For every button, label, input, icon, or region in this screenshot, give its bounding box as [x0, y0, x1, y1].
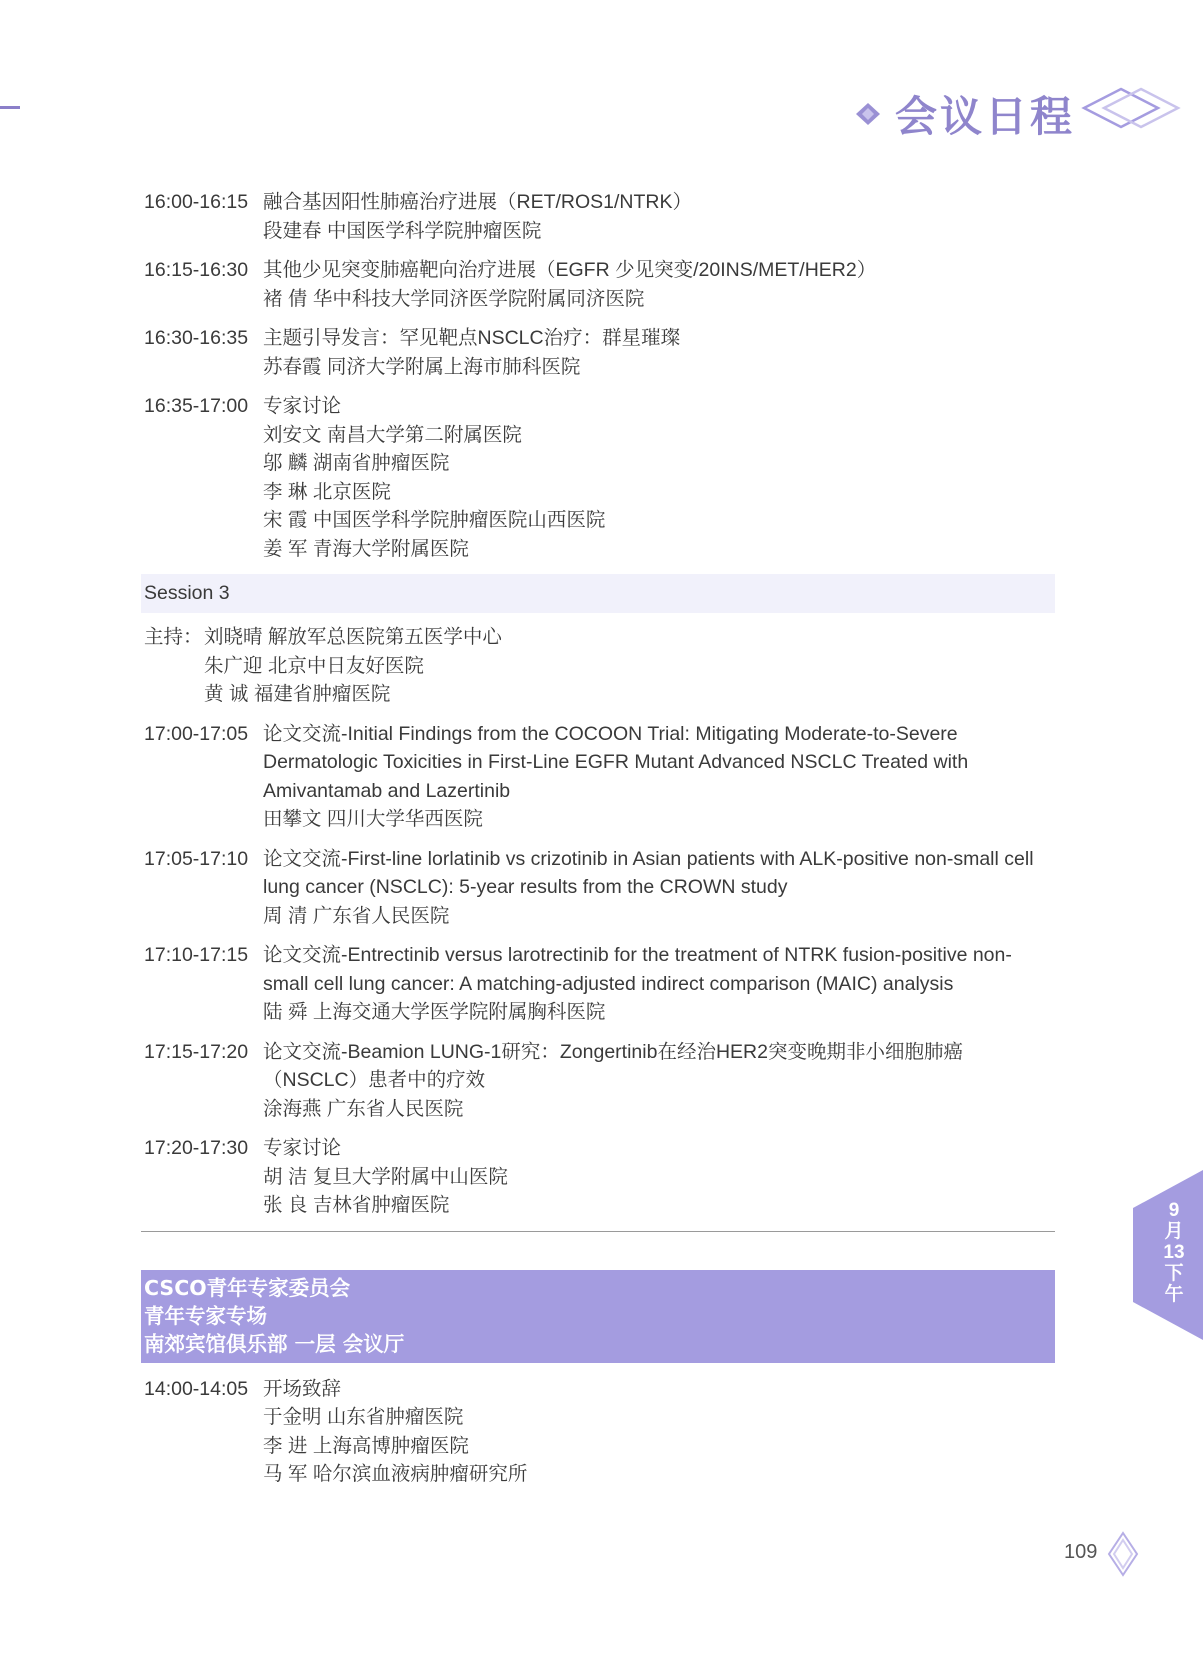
speaker: 邬 麟 湖南省肿瘤医院: [263, 452, 450, 474]
talk-title: 论文交流-First-line lorlatinib vs crizotinib in Asian patients with ALK-positive non-small cell lung cancer (NSCLC): 5-year results from the CROWN study: [263, 847, 1034, 898]
schedule-session3: [144, 720, 1054, 1220]
speaker: 涂海燕 广东省人民医院: [263, 1097, 464, 1120]
speaker: 周 清 广东省人民医院: [263, 904, 450, 927]
talk-title: 其他少见突变肺癌靶向治疗进展（EGFR 少见突变/20INS/MET/HER2）: [263, 259, 877, 281]
speaker: 马 军 哈尔滨血液病肿瘤研究所: [263, 1463, 528, 1485]
page-title: 会议日程: [894, 92, 1075, 141]
time-slot: 17:00-17:05: [144, 722, 249, 745]
speaker: 姜 军 青海大学附属医院: [263, 537, 469, 560]
time-slot: 17:05-17:10: [144, 847, 249, 870]
time-slot: 17:15-17:20: [144, 1040, 249, 1063]
page-number: 109: [1064, 1541, 1098, 1563]
schedule-content: [144, 188, 1054, 1500]
schedule-item: [144, 324, 1054, 381]
speaker: 苏春霞 同济大学附属上海市肺科医院: [263, 355, 581, 378]
chair-name: 黄 诚 福建省肿瘤医院: [204, 683, 391, 705]
chair-name: 刘晓晴 解放军总医院第五医学中心: [204, 626, 502, 648]
talk-title: 论文交流-Beamion LUNG-1研究：Zongertinib在经治HER2突变晚期非小细胞肺癌（NSCLC）患者中的疗效: [263, 1040, 963, 1091]
time-slot: 17:10-17:15: [144, 944, 249, 966]
speaker: 宋 霞 中国医学科学院肿瘤医院山西医院: [263, 509, 606, 531]
time-slot: 16:15-16:30: [144, 259, 249, 281]
side-tab-char: 下: [1164, 1263, 1184, 1284]
schedule-item: [144, 720, 1054, 834]
schedule-item: [144, 392, 1054, 563]
chairs-block: [144, 623, 1054, 709]
schedule-item: [144, 1134, 1054, 1220]
schedule-item: [144, 941, 1054, 1027]
session-header: Session 3: [141, 574, 1055, 613]
double-diamond-icon: [1081, 86, 1181, 130]
talk-title: 论文交流-Entrectinib versus larotrectinib for the treatment of NTRK fusion-positive non-small cell lung cancer: A matching-adjusted indirect comparison (MAIC) analysis: [263, 944, 1012, 995]
date-side-tab-text: [1159, 1200, 1189, 1305]
banner-line: CSCO青年专家委员会: [144, 1275, 351, 1300]
side-tab-char: 9: [1168, 1200, 1180, 1221]
talk-title: 专家讨论: [263, 1137, 342, 1159]
schedule-item: [144, 188, 1054, 245]
schedule-young: [144, 1375, 1054, 1489]
talk-title: 主题引导发言：罕见靶点NSCLC治疗：群星璀璨: [263, 327, 681, 349]
diamond-icon: [853, 99, 883, 129]
time-slot: 14:00-14:05: [144, 1377, 249, 1400]
left-edge-mark: [0, 106, 20, 109]
section-divider: [141, 1231, 1055, 1232]
time-slot: 16:00-16:15: [144, 191, 249, 213]
banner-line: 南郊宾馆俱乐部 一层 会议厅: [144, 1331, 405, 1356]
speaker: 段建春 中国医学科学院肿瘤医院: [263, 219, 542, 242]
chair-name: 朱广迎 北京中日友好医院: [204, 654, 424, 677]
side-tab-char: 月: [1164, 1221, 1184, 1242]
banner-line: 青年专家专场: [144, 1303, 267, 1328]
speaker: 胡 洁 复旦大学附属中山医院: [263, 1165, 508, 1188]
chairs-label: 主持：: [144, 626, 203, 648]
talk-title: 开场致辞: [263, 1377, 342, 1400]
schedule-top: [144, 188, 1054, 563]
diamond-outline-icon: [1106, 1530, 1140, 1578]
time-slot: 17:20-17:30: [144, 1137, 249, 1159]
speaker: 陆 舜 上海交通大学医学院附属胸科医院: [263, 1001, 606, 1023]
talk-title: 专家讨论: [263, 395, 342, 417]
speaker: 张 良 吉林省肿瘤医院: [263, 1194, 450, 1216]
schedule-item: [144, 1375, 1054, 1489]
page-header: [853, 84, 1075, 144]
time-slot: 16:35-17:00: [144, 395, 249, 417]
talk-title: 论文交流-Initial Findings from the COCOON Trial: Mitigating Moderate-to-Severe Dermatologic Toxicities in First-Line EGFR Mutant Advanced NSCLC Treated with Amivantamab and Lazertinib: [263, 722, 969, 802]
schedule-item: [144, 1038, 1054, 1124]
side-tab-char: 13: [1163, 1242, 1185, 1263]
time-slot: 16:30-16:35: [144, 327, 249, 349]
speaker: 李 琳 北京医院: [263, 480, 391, 503]
speaker: 刘安文 南昌大学第二附属医院: [263, 423, 522, 446]
schedule-item: [144, 256, 1054, 313]
speaker: 于金明 山东省肿瘤医院: [263, 1406, 464, 1428]
speaker: 李 进 上海高博肿瘤医院: [263, 1434, 469, 1457]
section-banner: [141, 1270, 1055, 1363]
speaker: 褚 倩 华中科技大学同济医学院附属同济医院: [263, 287, 645, 310]
talk-title: 融合基因阳性肺癌治疗进展（RET/ROS1/NTRK）: [263, 191, 693, 213]
speaker: 田攀文 四川大学华西医院: [263, 808, 483, 830]
side-tab-char: 午: [1164, 1284, 1184, 1305]
schedule-item: [144, 845, 1054, 931]
